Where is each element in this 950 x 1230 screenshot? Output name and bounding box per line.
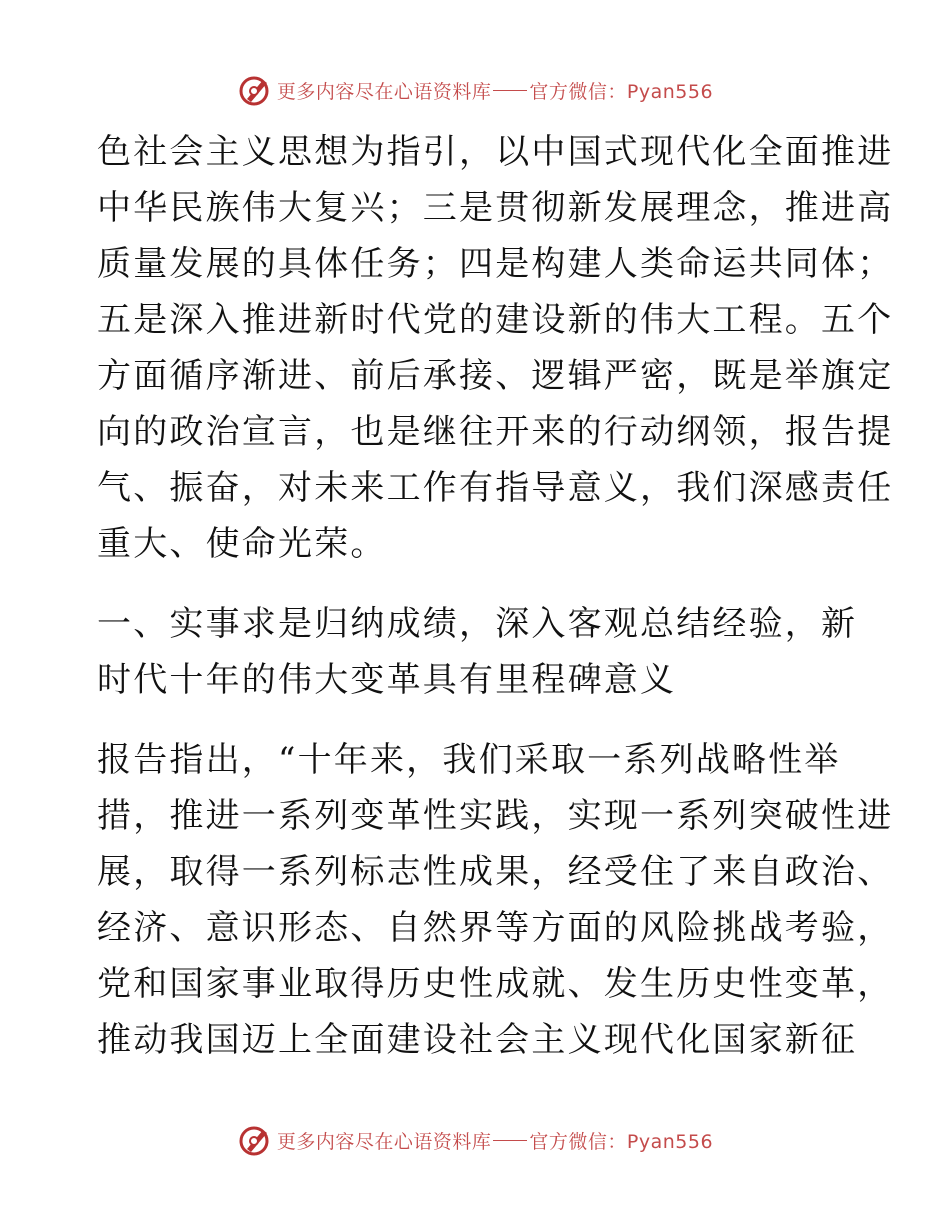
watermark-dash <box>493 1140 527 1141</box>
text-line: 质量发展的具体任务；四是构建人类命运共同体； <box>97 244 894 284</box>
text-line: 中华民族伟大复兴；三是贯彻新发展理念，推进高 <box>97 188 894 228</box>
text-line: 展，取得一系列标志性成果，经受住了来自政治、 <box>97 852 894 892</box>
section-heading-1 <box>97 596 867 708</box>
text-line: 色社会主义思想为指引，以中国式现代化全面推进 <box>97 132 894 172</box>
text-line: 重大、使命光荣。 <box>97 524 387 564</box>
heading-line: 时代十年的伟大变革具有里程碑意义 <box>97 660 677 700</box>
pen-logo-icon <box>237 72 273 108</box>
heading-line: 一、实事求是归纳成绩，深入客观总结经验，新 <box>97 604 858 644</box>
text-line: 气、振奋，对未来工作有指导意义，我们深感责任 <box>97 468 894 508</box>
text-line: 五是深入推进新时代党的建设新的伟大工程。五个 <box>97 300 894 340</box>
watermark-wechat: 官方微信：Pyan556 <box>529 80 714 103</box>
watermark-site: 更多内容尽在心语资料库 <box>276 80 492 103</box>
text-line: 报告指出，“十年来，我们采取一系列战略性举 <box>97 740 841 780</box>
text-line: 方面循序渐进、前后承接、逻辑严密，既是举旗定 <box>97 356 894 396</box>
paragraph-intro-continued <box>97 124 894 572</box>
header-watermark <box>0 70 950 110</box>
text-line: 推动我国迈上全面建设社会主义现代化国家新征 <box>97 1020 858 1060</box>
text-line: 经济、意识形态、自然界等方面的风险挑战考验， <box>97 908 894 948</box>
paragraph-report-quote <box>97 732 894 1068</box>
document-body <box>97 124 894 1068</box>
watermark-dash <box>493 90 527 91</box>
text-line: 措，推进一系列变革性实践，实现一系列突破性进 <box>97 796 894 836</box>
text-line: 党和国家事业取得历史性成就、发生历史性变革， <box>97 964 894 1004</box>
watermark-site: 更多内容尽在心语资料库 <box>276 1130 492 1153</box>
pen-logo-icon <box>237 1122 273 1158</box>
text-line: 向的政治宣言，也是继往开来的行动纲领，报告提 <box>97 412 894 452</box>
watermark-wechat: 官方微信：Pyan556 <box>529 1130 714 1153</box>
footer-watermark <box>0 1120 950 1160</box>
